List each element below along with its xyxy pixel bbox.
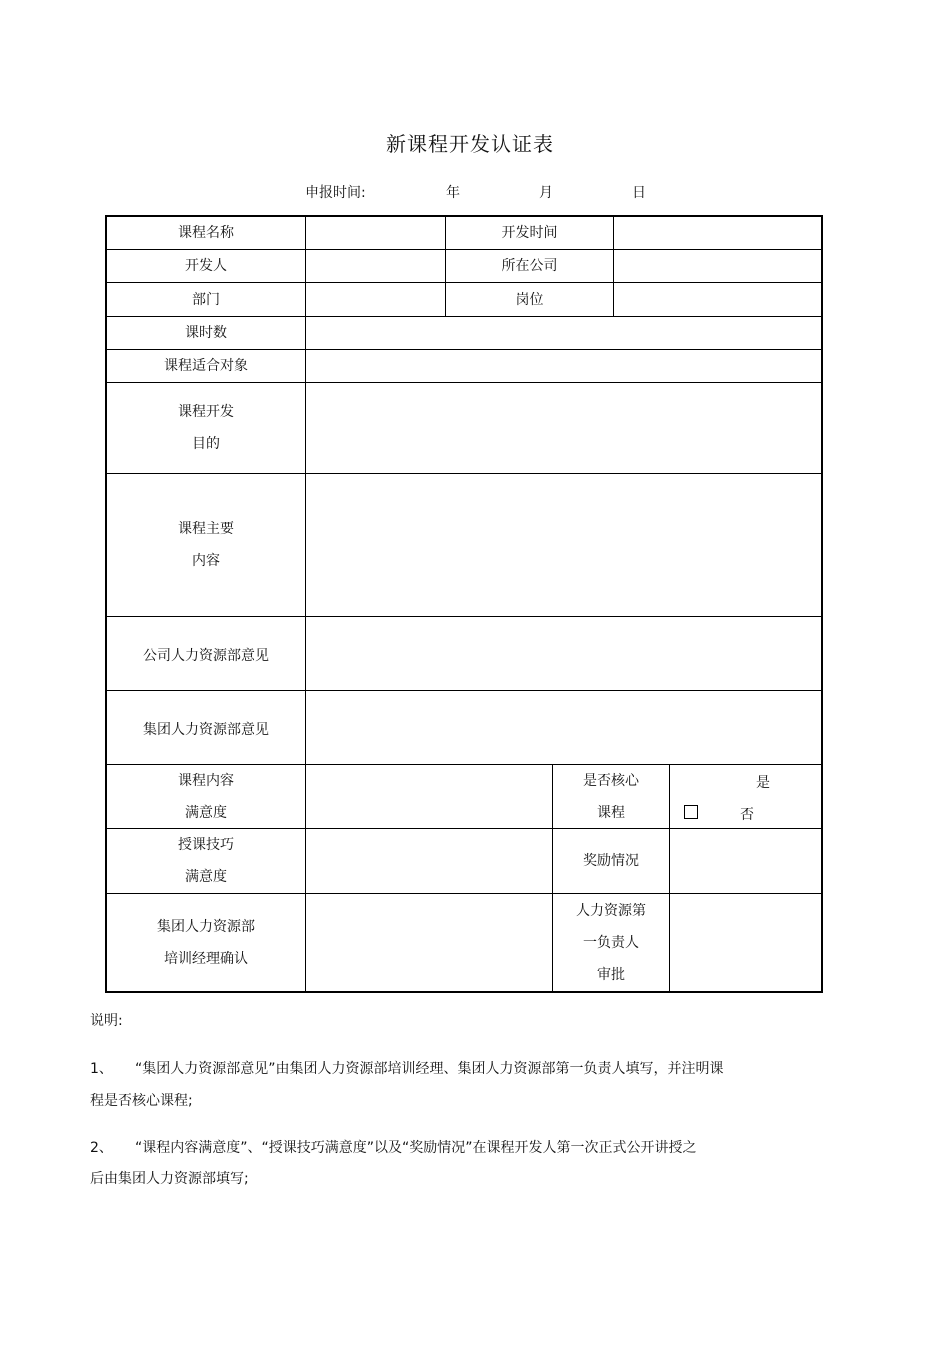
class-hours-field[interactable] [306, 317, 819, 349]
hr-head-line2: 一负责人 [583, 934, 639, 951]
course-name-label: 课程名称 [178, 225, 234, 241]
main-content-field[interactable] [306, 474, 819, 616]
main-content-label-line2: 内容 [192, 553, 220, 569]
content-satisfaction-field[interactable] [306, 765, 552, 828]
group-hr-opinion-label: 集团人力资源部意见 [143, 722, 269, 738]
note-1-line2: 程是否核心课程; [90, 1093, 193, 1109]
department-label: 部门 [192, 291, 220, 308]
target-audience-label: 课程适合对象 [164, 358, 248, 374]
year-label: 年 [446, 185, 460, 201]
developer-field[interactable] [306, 250, 445, 282]
company-hr-opinion-field[interactable] [306, 617, 819, 690]
company-field[interactable] [614, 250, 819, 282]
group-hr-opinion-field[interactable] [306, 691, 819, 764]
class-hours-label: 课时数 [185, 325, 227, 341]
purpose-label [107, 383, 305, 473]
is-core-line2: 课程 [597, 804, 625, 821]
training-manager-label [107, 894, 305, 991]
note-2-number: 2、 [90, 1140, 113, 1156]
page-title: 新课程开发认证表 [386, 132, 554, 156]
content-satisfaction-line1: 课程内容 [178, 772, 234, 789]
hr-head-field[interactable] [670, 894, 819, 991]
is-core-line1: 是否核心 [583, 772, 639, 789]
content-satisfaction-line2: 满意度 [185, 804, 227, 821]
training-manager-line1: 集团人力资源部 [157, 918, 255, 935]
position-field[interactable] [614, 283, 819, 316]
main-content-label-line1: 课程主要 [178, 521, 234, 537]
no-checkbox[interactable] [684, 805, 698, 819]
purpose-label-line1: 课程开发 [178, 404, 234, 420]
reward-label: 奖励情况 [583, 853, 639, 869]
company-label: 所在公司 [501, 258, 558, 274]
month-label: 月 [539, 185, 553, 201]
no-option-label[interactable]: 否 [740, 807, 754, 823]
purpose-field[interactable] [306, 383, 819, 473]
training-manager-field[interactable] [306, 894, 552, 991]
developer-label: 开发人 [185, 258, 227, 274]
teaching-satisfaction-field[interactable] [306, 829, 552, 893]
note-2-line1: “课程内容满意度”、“授课技巧满意度”以及“奖励情况”在课程开发人第一次正式公开讲授之 [135, 1140, 697, 1156]
purpose-label-line2: 目的 [192, 436, 220, 452]
teaching-satisfaction-line2: 满意度 [185, 869, 227, 885]
note-1-line1: “集团人力资源部意见”由集团人力资源部培训经理、集团人力资源部第一负责人填写，并注明课 [135, 1061, 724, 1077]
hr-head-label [553, 894, 669, 991]
teaching-satisfaction-line1: 授课技巧 [178, 837, 234, 853]
reward-field[interactable] [670, 829, 819, 893]
note-2-line2: 后由集团人力资源部填写; [90, 1171, 249, 1187]
notes-heading: 说明: [90, 1013, 123, 1029]
is-core-label [553, 765, 669, 828]
course-name-field[interactable] [306, 217, 445, 249]
day-label: 日 [632, 185, 646, 201]
hr-head-line1: 人力资源第 [576, 902, 646, 919]
yes-option-label[interactable]: 是 [756, 775, 770, 791]
company-hr-opinion-label: 公司人力资源部意见 [143, 648, 269, 664]
dev-time-label: 开发时间 [501, 225, 558, 241]
training-manager-line2: 培训经理确认 [164, 950, 248, 967]
dev-time-field[interactable] [614, 217, 819, 249]
department-field[interactable] [306, 283, 445, 316]
note-1-number: 1、 [90, 1061, 113, 1077]
report-date-label: 申报时间: [305, 185, 366, 201]
target-audience-field[interactable] [306, 350, 819, 382]
position-label: 岗位 [515, 291, 544, 308]
hr-head-line3: 审批 [597, 966, 625, 983]
content-satisfaction-label [107, 765, 305, 828]
teaching-satisfaction-label [107, 829, 305, 893]
main-content-label [107, 474, 305, 616]
